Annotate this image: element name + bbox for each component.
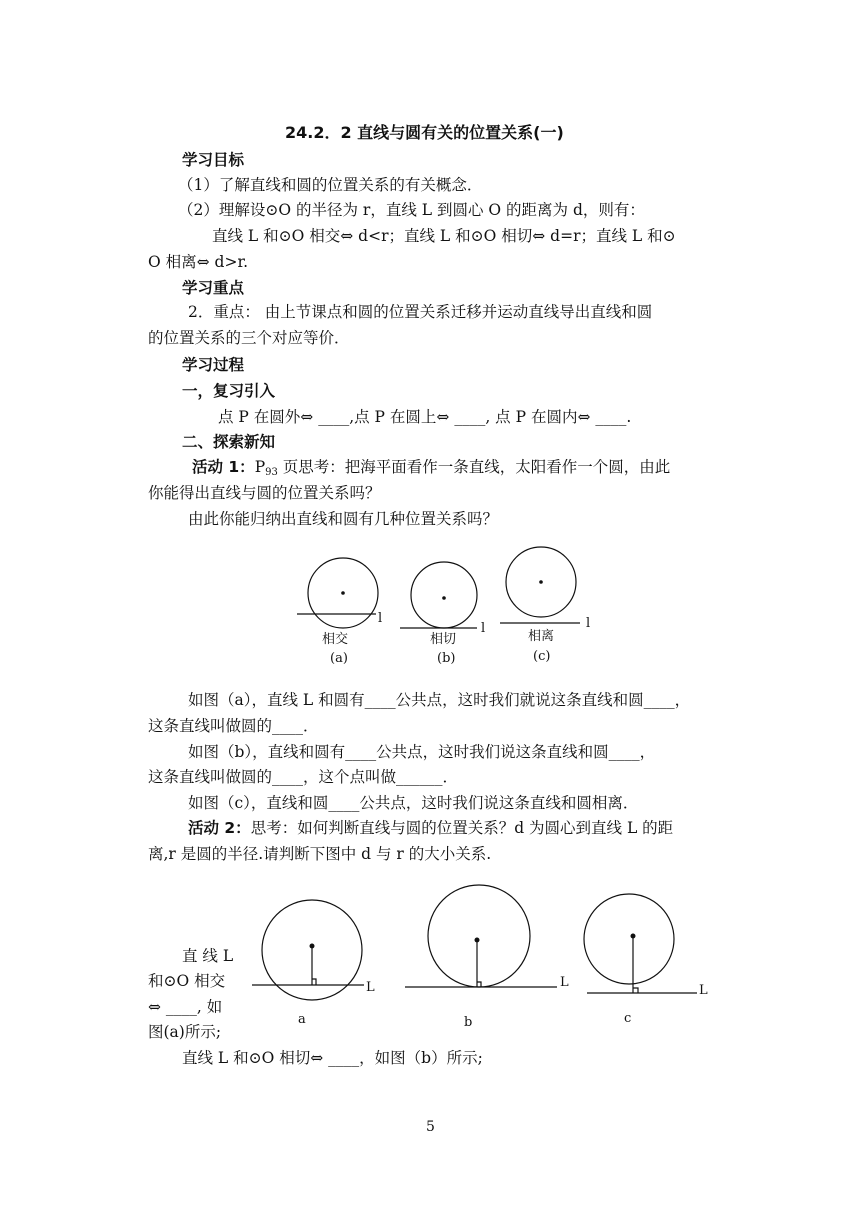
- page-number: 5: [426, 1119, 435, 1135]
- center-dot-b: [442, 596, 446, 600]
- activity-2-line-1: [188, 817, 673, 839]
- tag-2b: b: [464, 1015, 473, 1030]
- activity-2-line-2: 离,r 是圆的半径.请判断下图中 d 与 r 的大小关系.: [148, 845, 492, 863]
- paragraph-b-line-1: 如图（b），直线和圆有____公共点，这时我们说这条直线和圆____，: [188, 743, 656, 761]
- tag-c: (c): [533, 649, 551, 664]
- label-l-a: l: [378, 611, 383, 626]
- paragraph-a-line-2: 这条直线叫做圆的____．: [148, 717, 319, 735]
- paragraph-c-line-1: 如图（c），直线和圆____公共点，这时我们说这条直线和圆相离．: [188, 794, 639, 812]
- right-angle-2c: [633, 988, 638, 993]
- circle-b: [411, 562, 477, 628]
- activity-2-text: 思考：如何判断直线与圆的位置关系？d 为圆心到直线 L 的距: [250, 819, 674, 837]
- goal-line-3: 直线 L 和⊙O 相交⇔ d<r；直线 L 和⊙O 相切⇔ d=r；直线 L 和⊙: [212, 227, 676, 245]
- tag-b: (b): [437, 651, 456, 666]
- key-line-2: 的位置关系的三个对应等价．: [148, 329, 350, 347]
- paragraph-b-line-2: 这条直线叫做圆的____，这个点叫做______．: [148, 768, 459, 786]
- activity-1-text: 页思考：把海平面看作一条直线，太阳看作一个圆，由此: [277, 458, 671, 476]
- goal-line-1: （1）了解直线和圆的位置关系的有关概念．: [178, 176, 483, 194]
- goal-line-2: （2）理解设⊙O 的半径为 r，直线 L 到圆心 O 的距离为 d，则有：: [178, 201, 645, 219]
- review-line: 点 P 在圆外⇔ ____,点 P 在圆上⇔ ____, 点 P 在圆内⇔ ____.: [218, 408, 632, 426]
- label-l-b: l: [481, 621, 486, 636]
- activity-1-line-3: 由此你能归纳出直线和圆有几种位置关系吗？: [188, 510, 499, 528]
- label-L-a: L: [366, 980, 375, 995]
- label-l-c: l: [586, 616, 591, 631]
- key-line-1: 2．重点： 由上节课点和圆的位置关系迁移并运动直线导出直线和圆: [188, 303, 653, 321]
- caption-a: 相交: [322, 632, 349, 647]
- figure-1: [297, 547, 580, 628]
- tangent-line: 直线 L 和⊙O 相切⇔ ____，如图（b）所示;: [182, 1049, 483, 1067]
- label-L-b: L: [560, 975, 569, 990]
- tag-2c: c: [624, 1011, 632, 1026]
- circle-2b: [428, 885, 530, 987]
- activity-1-line-2: 你能得出直线与圆的位置关系吗？: [148, 484, 381, 502]
- activity-1-label: 活动 1：: [192, 458, 255, 476]
- process-heading: 学习过程: [182, 356, 245, 374]
- page-title: 24.2．2 直线与圆有关的位置关系(一): [285, 123, 564, 142]
- figure-2: [252, 885, 697, 1000]
- side-text-4: 图(a)所示;: [148, 1023, 222, 1041]
- circle-2c: [584, 894, 674, 984]
- explore-heading: 二、探索新知: [182, 433, 276, 451]
- caption-c: 相离: [528, 629, 555, 644]
- caption-b: 相切: [430, 632, 457, 647]
- goal-heading: 学习目标: [182, 151, 245, 169]
- center-dot-a: [341, 591, 345, 595]
- review-heading: 一，复习引入: [182, 382, 276, 400]
- activity-1-page-prefix: P: [254, 458, 266, 476]
- tag-a: (a): [330, 651, 348, 666]
- side-text-3: ⇔ ____, 如: [148, 998, 223, 1016]
- goal-line-4: O 相离⇔ d>r.: [148, 253, 249, 271]
- center-dot-c: [539, 580, 543, 584]
- side-text-2: 和⊙O 相交: [148, 972, 226, 990]
- activity-2-label: 活动 2：: [188, 819, 251, 837]
- paragraph-a-line-1: 如图（a），直线 L 和圆有____公共点，这时我们就说这条直线和圆____，: [188, 691, 691, 709]
- side-text-1: 直 线 L: [182, 947, 234, 965]
- key-heading: 学习重点: [182, 279, 245, 297]
- label-L-c: L: [699, 983, 708, 998]
- activity-1-page-number: 93: [265, 467, 278, 478]
- tag-2a: a: [298, 1012, 306, 1027]
